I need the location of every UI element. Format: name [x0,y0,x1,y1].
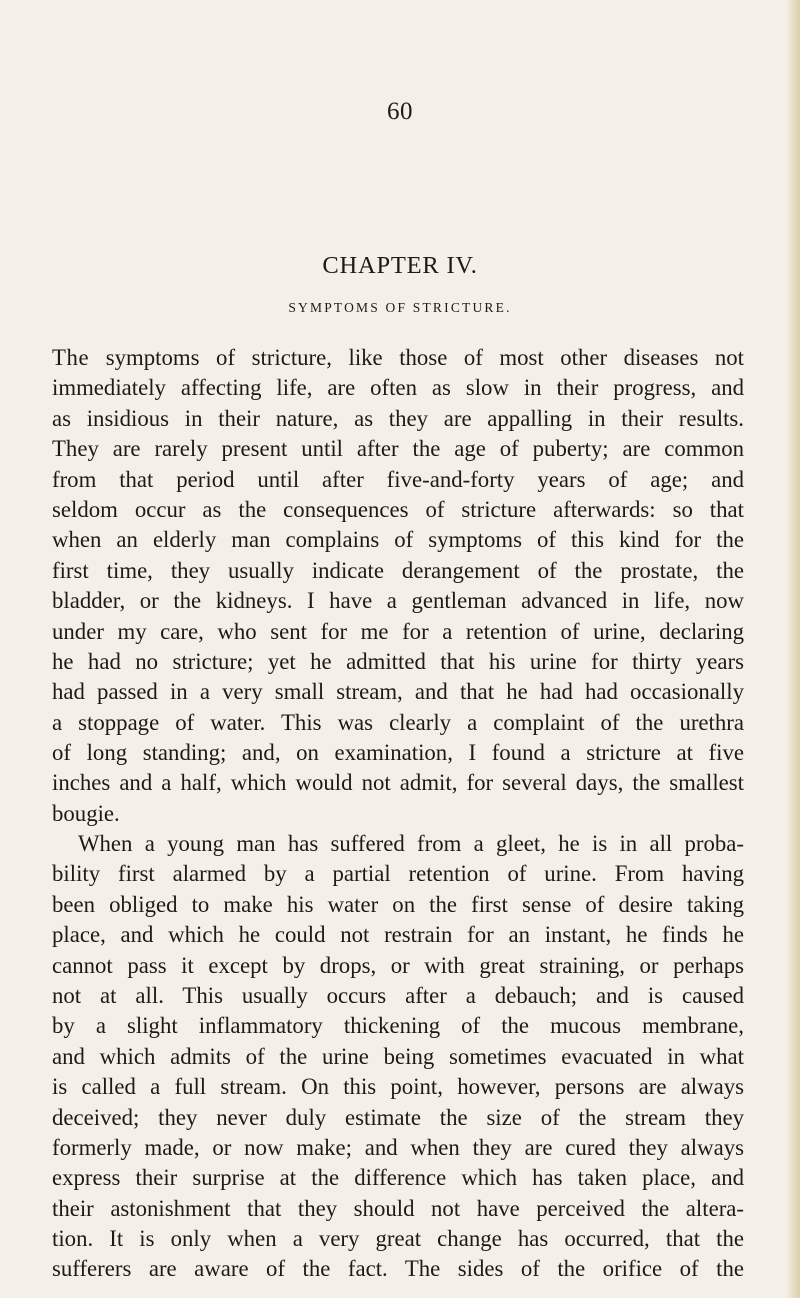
text-line: tion. It is only when a very great change has occurred, that the [52,1226,744,1252]
text-line: and which admits of the urine being sometimes evacuated in what [52,1043,744,1069]
opening-word: The [52,345,90,370]
text-line: bladder, or the kidneys. I have a gentleman advanced in life, now [52,588,744,614]
page-edge-shadow [786,0,800,1298]
text-line: their astonishment that they should not have perceived the altera- [52,1195,744,1221]
text-line: bougie. [52,800,120,826]
text-line: immediately affecting life, are often as slow in their progress, and [52,375,744,401]
text-line: a stoppage of water. This was clearly a complaint of the urethra [52,709,744,735]
chapter-subtitle: SYMPTOMS OF STRICTURE. [288,300,512,315]
text-line: had passed in a very small stream, and that he had had occasionally [52,679,744,705]
text-line: from that period until after five-and-forty years of age; and [52,466,744,492]
text-line: deceived; they never duly estimate the size of the stream they [52,1104,744,1130]
text-line: is called a full stream. On this point, however, persons are always [52,1074,744,1100]
text-line: express their surprise at the difference which has taken place, and [52,1165,744,1191]
text-line: under my care, who sent for me for a retention of urine, declaring [52,618,744,644]
text-line: inches and a half, which would not admit, for several days, the smallest [52,770,744,796]
first-line-rest: symptoms of stricture, like those of most other diseases not [105,345,744,370]
text-line: They are rarely present until after the age of puberty; are common [52,436,744,462]
chapter-title: CHAPTER IV. [322,252,478,279]
text-line: by a slight inflammatory thickening of the mucous membrane, [52,1013,744,1039]
text-line: formerly made, or now make; and when they are cured they always [52,1134,744,1160]
text-line: he had no stricture; yet he admitted that his urine for thirty years [52,648,744,674]
text-line [52,343,744,373]
text-line: of long standing; and, on examination, I found a stricture at five [52,740,744,766]
page-number: 60 [387,98,413,125]
text-line: place, and which he could not restrain for an instant, he finds he [52,922,744,948]
text-line: when an elderly man complains of symptoms of this kind for the [52,527,744,553]
text-line: cannot pass it except by drops, or with great straining, or perhaps [52,952,744,978]
text-line: been obliged to make his water on the first sense of desire taking [52,891,744,917]
text-line: not at all. This usually occurs after a debauch; and is caused [52,982,744,1008]
text-line: seldom occur as the consequences of stricture afterwards: so that [52,496,744,522]
text-line: first time, they usually indicate derangement of the prostate, the [52,557,744,583]
paragraph-1 [52,343,744,829]
text-line: sufferers are aware of the fact. The sides of the orifice of the [52,1256,744,1282]
text-line: as insidious in their nature, as they are appalling in their results. [52,405,744,431]
text-line: When a young man has suffered from a gleet, he is in all proba- [78,831,744,856]
text-line: bility first alarmed by a partial retention of urine. From having [52,861,744,887]
paragraph-2 [52,829,744,1285]
